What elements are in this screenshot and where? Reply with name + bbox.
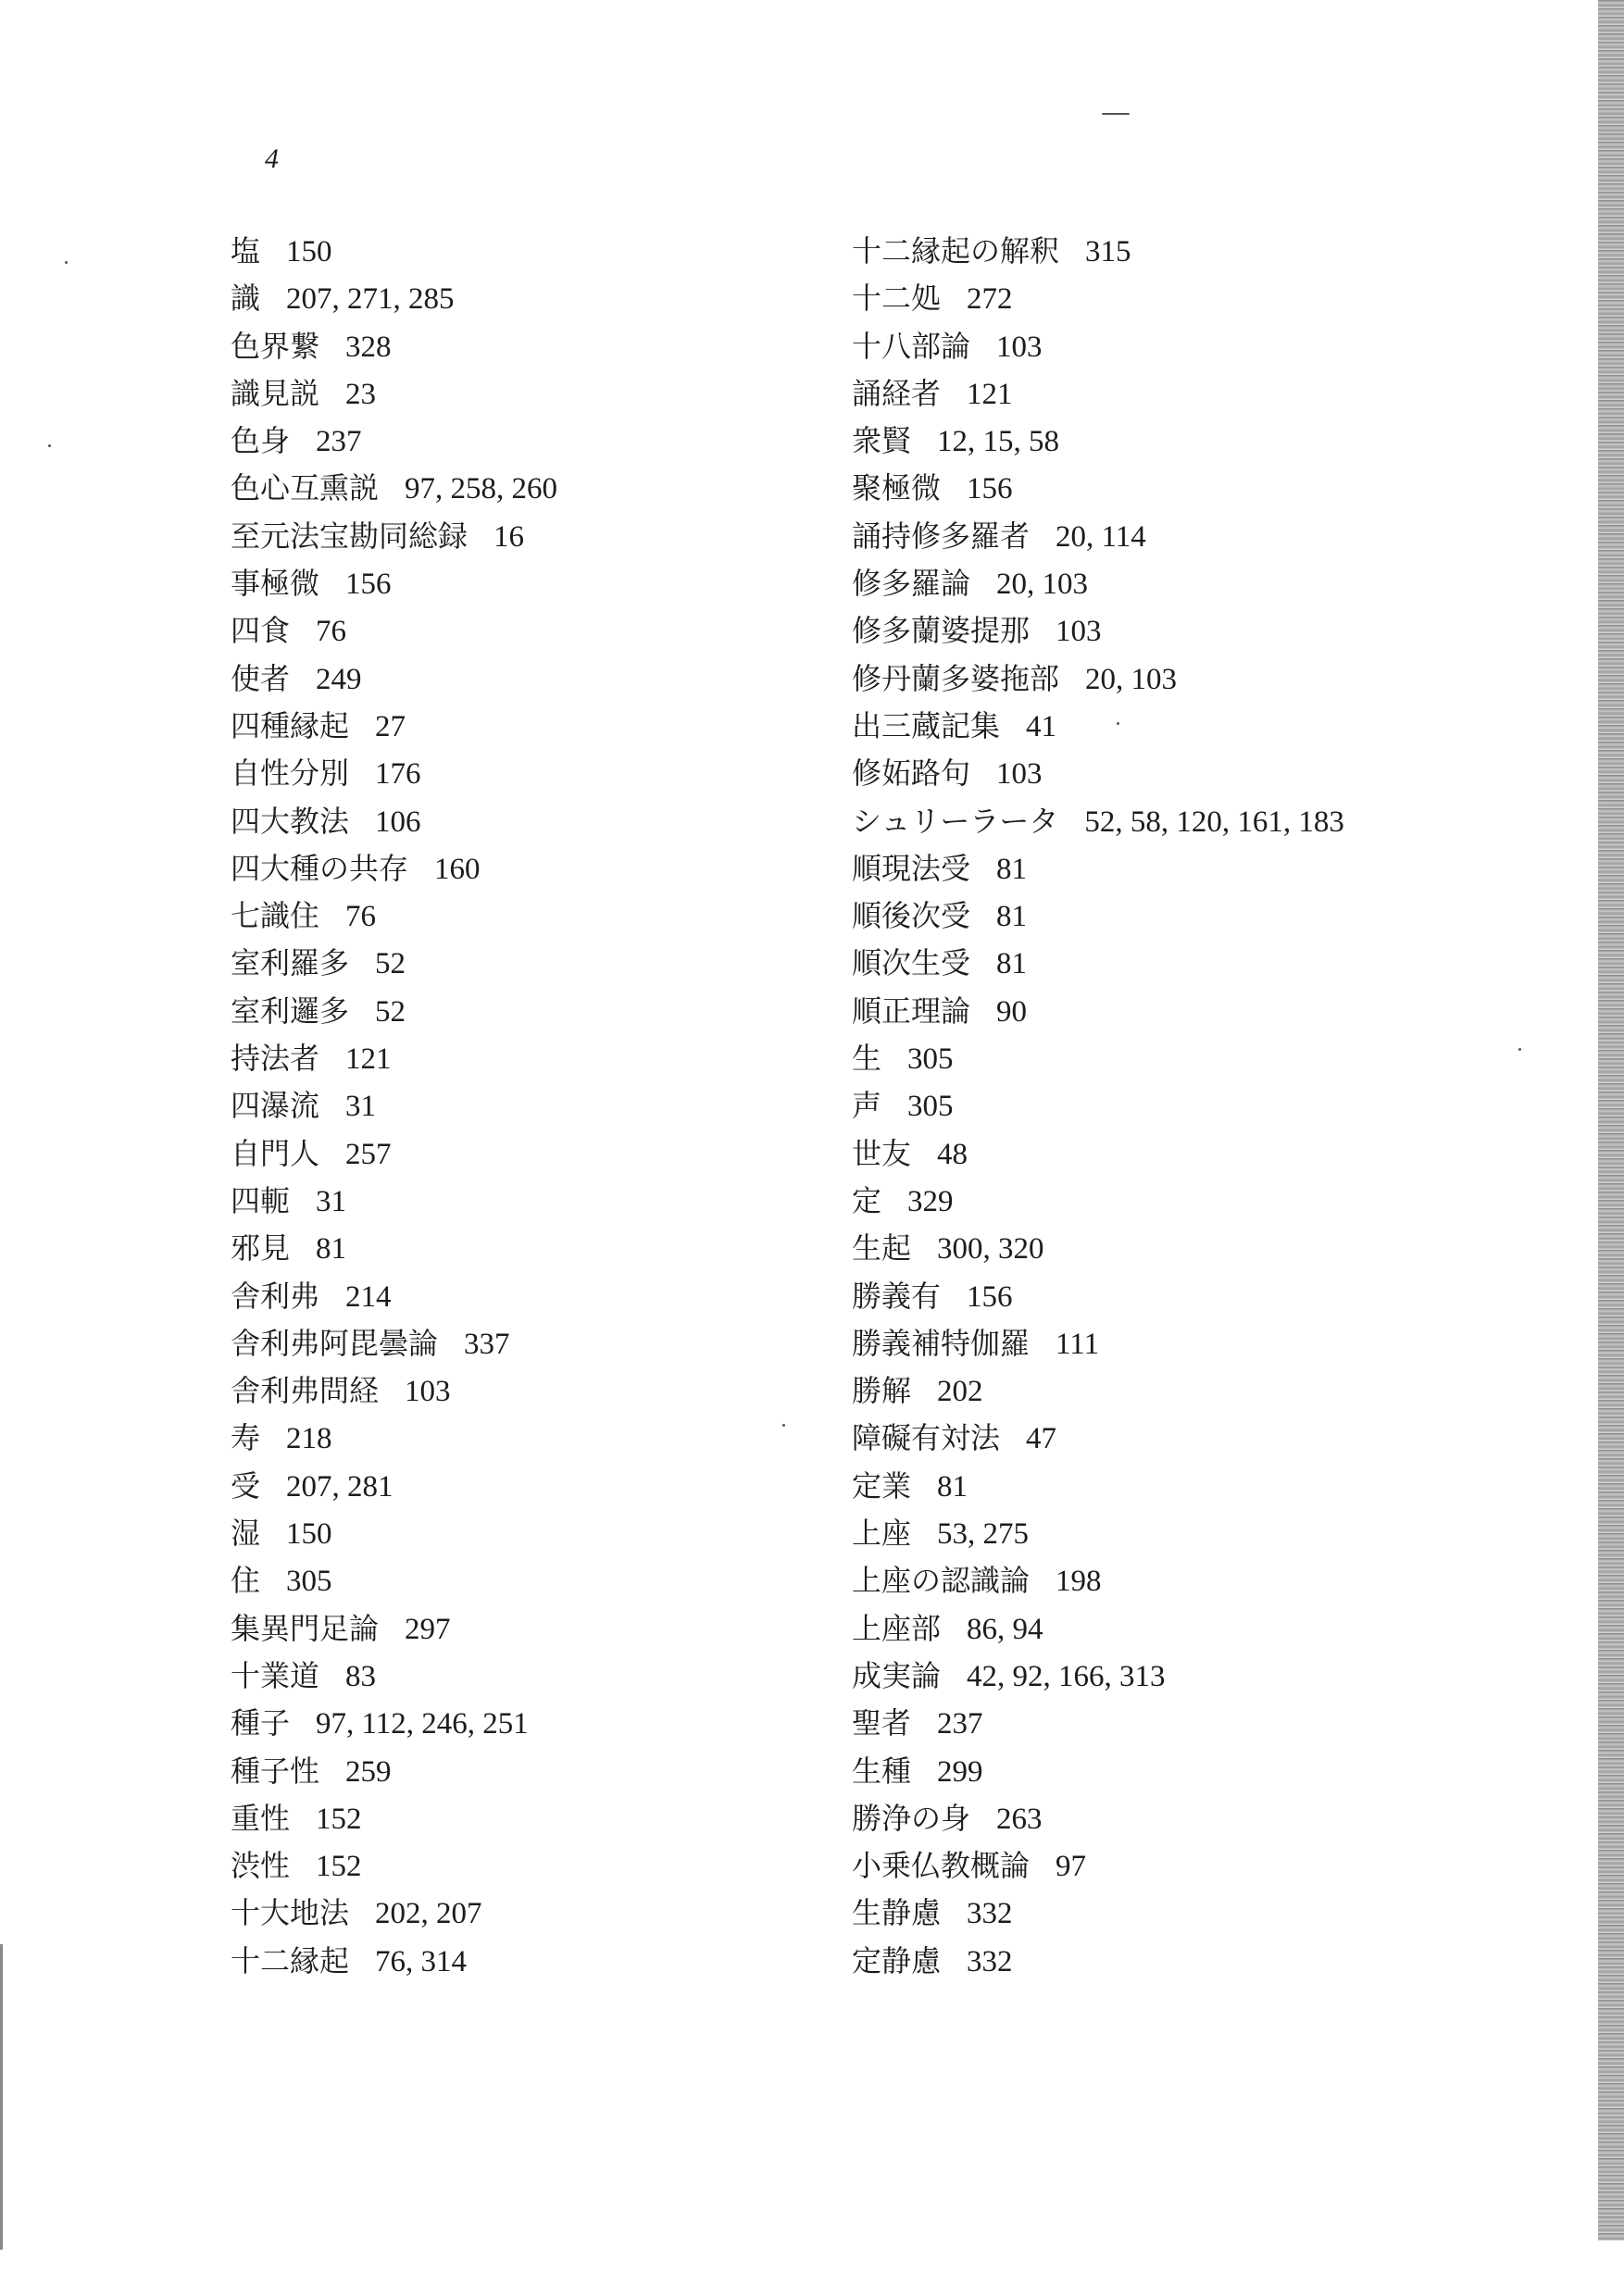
index-entry: [852, 370, 1444, 418]
index-term: 四瀑流: [231, 1088, 320, 1124]
index-pages: 257: [345, 1137, 392, 1171]
index-term: 四食: [231, 613, 291, 649]
index-pages: 20, 114: [1056, 519, 1146, 554]
index-entry: [852, 1178, 1444, 1225]
index-entry: [231, 1367, 823, 1415]
index-entry: [231, 750, 823, 797]
index-term: 障礙有対法: [852, 1420, 1001, 1456]
index-pages: 150: [286, 1517, 332, 1552]
index-pages: 52, 58, 120, 161, 183: [1084, 805, 1344, 839]
index-entry: [852, 750, 1444, 797]
index-term: 世友: [852, 1135, 912, 1171]
index-term: 生起: [852, 1230, 912, 1267]
index-entry: [231, 418, 823, 465]
index-pages: 156: [345, 568, 392, 602]
index-pages: 81: [937, 1469, 968, 1504]
index-entry: [852, 465, 1444, 512]
index-pages: 76: [345, 900, 377, 934]
index-term: 上座部: [852, 1610, 942, 1646]
index-entry: [231, 560, 823, 607]
index-pages: 305: [907, 1090, 954, 1124]
index-pages: 152: [316, 1802, 362, 1836]
scan-speck: [1102, 113, 1130, 115]
index-entry: [231, 703, 823, 750]
index-pages: 81: [316, 1232, 347, 1267]
index-term: 順次生受: [852, 945, 971, 981]
index-pages: 81: [996, 852, 1028, 886]
index-pages: 152: [316, 1850, 362, 1884]
index-term: 定業: [852, 1467, 912, 1504]
index-term: 十二処: [852, 281, 942, 317]
index-entry: [852, 1320, 1444, 1367]
index-pages: 83: [345, 1659, 377, 1693]
index-pages: 237: [937, 1707, 983, 1741]
index-entry: [231, 513, 823, 560]
index-term: 色身: [231, 423, 291, 459]
index-pages: 156: [967, 1279, 1013, 1314]
index-term: 勝義補特伽羅: [852, 1325, 1031, 1361]
index-pages: 31: [316, 1184, 347, 1218]
index-term: 集異門足論: [231, 1610, 380, 1646]
index-pages: 103: [405, 1375, 451, 1409]
index-entry: [231, 370, 823, 418]
index-entry: [852, 275, 1444, 322]
index-term: 色心互熏説: [231, 470, 380, 506]
index-entry: [852, 940, 1444, 987]
index-pages: 160: [434, 852, 481, 886]
index-pages: 329: [907, 1184, 954, 1218]
index-entry: [231, 1130, 823, 1178]
index-term: 自性分別: [231, 755, 350, 792]
index-pages: 48: [937, 1137, 968, 1171]
scan-speck: [1518, 1048, 1521, 1051]
index-entry: [231, 465, 823, 512]
index-pages: 23: [345, 377, 377, 411]
index-pages: 202: [937, 1375, 983, 1409]
index-pages: 42, 92, 166, 313: [967, 1659, 1166, 1693]
index-entry: [231, 845, 823, 892]
index-entry: [231, 1938, 823, 1985]
index-pages: 198: [1056, 1565, 1102, 1599]
index-pages: 97, 258, 260: [405, 472, 558, 506]
index-term: 室利羅多: [231, 945, 350, 981]
index-pages: 150: [286, 235, 332, 268]
index-entry: [231, 988, 823, 1035]
index-term: 舎利弗問経: [231, 1373, 380, 1409]
index-term: 成実論: [852, 1657, 942, 1693]
index-term: 事極微: [231, 566, 320, 602]
index-column-left: [231, 228, 823, 1985]
index-pages: 103: [996, 757, 1043, 792]
index-pages: 97: [1056, 1850, 1087, 1884]
index-pages: 52: [375, 947, 406, 981]
index-term: 定静慮: [852, 1942, 942, 1978]
index-entry: [231, 323, 823, 370]
scan-edge-shadow: [1598, 0, 1624, 2240]
index-entry: [852, 1605, 1444, 1653]
index-pages: 76, 314: [375, 1944, 468, 1978]
scan-speck: [48, 444, 51, 447]
index-term: 修多蘭婆提那: [852, 613, 1031, 649]
index-term: 十八部論: [852, 328, 971, 364]
index-term: 寿: [231, 1420, 261, 1456]
index-entry: [852, 228, 1444, 275]
index-pages: 332: [967, 1897, 1013, 1931]
index-term: 住: [231, 1563, 261, 1599]
index-pages: 305: [907, 1042, 954, 1077]
index-entry: [231, 1035, 823, 1082]
index-column-right: [852, 228, 1444, 1985]
index-term: 四大種の共存: [231, 850, 409, 886]
index-term: 聖者: [852, 1705, 912, 1741]
index-entry: [231, 1842, 823, 1890]
index-term: 定: [852, 1182, 882, 1218]
index-term: 生: [852, 1041, 882, 1077]
index-term: 邪見: [231, 1230, 291, 1267]
index-term: 順現法受: [852, 850, 971, 886]
index-term: 勝義有: [852, 1278, 942, 1314]
index-entry: [231, 1273, 823, 1320]
index-entry: [852, 1225, 1444, 1272]
index-entry: [231, 1700, 823, 1747]
index-pages: 81: [996, 900, 1028, 934]
index-pages: 121: [967, 377, 1013, 411]
index-pages: 218: [286, 1422, 332, 1456]
index-entry: [231, 655, 823, 703]
index-pages: 81: [996, 947, 1028, 981]
index-term: 勝解: [852, 1373, 912, 1409]
index-pages: 103: [1056, 615, 1102, 649]
index-term: 種子: [231, 1705, 291, 1741]
index-term: 持法者: [231, 1041, 320, 1077]
scan-edge-left-line: [0, 1944, 3, 2250]
index-pages: 315: [1085, 235, 1131, 268]
index-entry: [231, 1557, 823, 1604]
index-entry: [231, 892, 823, 940]
index-pages: 47: [1026, 1422, 1057, 1456]
index-pages: 86, 94: [967, 1612, 1043, 1646]
index-entry: [852, 1890, 1444, 1937]
index-pages: 328: [345, 330, 392, 364]
index-entry: [852, 1557, 1444, 1604]
index-term: 順正理論: [852, 992, 971, 1029]
index-term: 誦経者: [852, 375, 942, 411]
index-pages: 332: [967, 1944, 1013, 1978]
index-entry: [231, 1082, 823, 1129]
index-term: 七識住: [231, 898, 320, 934]
index-entry: [231, 607, 823, 655]
index-term: 十業道: [231, 1657, 320, 1693]
index-entry: [852, 1842, 1444, 1890]
index-entry: [852, 607, 1444, 655]
index-entry: [852, 655, 1444, 703]
index-pages: 90: [996, 994, 1028, 1029]
index-term: 渋性: [231, 1848, 291, 1884]
index-entry: [852, 1130, 1444, 1178]
index-entry: [231, 275, 823, 322]
index-entry: [852, 1082, 1444, 1129]
index-pages: 207, 271, 285: [286, 282, 455, 317]
index-entry: [231, 798, 823, 845]
index-term: 塩: [231, 233, 261, 268]
index-entry: [852, 1463, 1444, 1510]
index-term: 上座の認識論: [852, 1563, 1031, 1599]
scan-speck: [65, 261, 68, 264]
index-entry: [852, 1367, 1444, 1415]
index-term: 種子性: [231, 1753, 320, 1789]
index-pages: 16: [493, 519, 525, 554]
index-term: 室利邏多: [231, 992, 350, 1029]
index-term: 十二縁起の解釈: [852, 233, 1060, 268]
index-term: 出三蔵記集: [852, 707, 1001, 743]
index-entry: [231, 1178, 823, 1225]
index-term: 自門人: [231, 1135, 320, 1171]
index-pages: 305: [286, 1565, 332, 1599]
index-pages: 106: [375, 805, 421, 839]
index-entry: [852, 988, 1444, 1035]
index-term: 識: [231, 281, 261, 317]
index-entry: [852, 560, 1444, 607]
index-entry: [852, 1653, 1444, 1700]
index-pages: 41: [1026, 709, 1057, 743]
index-entry: [231, 1795, 823, 1842]
index-entry: [231, 940, 823, 987]
index-entry: [852, 323, 1444, 370]
index-entry: [852, 513, 1444, 560]
index-term: 使者: [231, 660, 291, 696]
index-pages: 214: [345, 1279, 392, 1314]
index-entry: [231, 1653, 823, 1700]
index-entry: [852, 892, 1444, 940]
index-term: 上座: [852, 1516, 912, 1552]
index-term: 至元法宝勘同総録: [231, 518, 468, 554]
index-pages: 76: [316, 615, 347, 649]
index-entry: [852, 1510, 1444, 1557]
index-term: 四軛: [231, 1182, 291, 1218]
index-entry: [231, 1510, 823, 1557]
index-pages: 103: [996, 330, 1043, 364]
index-pages: 53, 275: [937, 1517, 1030, 1552]
index-term: 舎利弗阿毘曇論: [231, 1325, 439, 1361]
index-pages: 20, 103: [996, 568, 1089, 602]
index-entry: [231, 1890, 823, 1937]
index-term: 湿: [231, 1516, 261, 1552]
index-term: 生静慮: [852, 1895, 942, 1931]
page-number: 4: [265, 144, 279, 174]
index-entry: [852, 1700, 1444, 1747]
index-pages: 207, 281: [286, 1469, 394, 1504]
index-term: 識見説: [231, 375, 320, 411]
index-term: 十二縁起: [231, 1942, 350, 1978]
index-entry: [852, 1795, 1444, 1842]
index-pages: 299: [937, 1754, 983, 1789]
index-pages: 97, 112, 246, 251: [316, 1707, 529, 1741]
index-term: 十大地法: [231, 1895, 350, 1931]
index-pages: 27: [375, 709, 406, 743]
index-entry: [231, 1463, 823, 1510]
index-entry: [852, 1035, 1444, 1082]
index-entry: [231, 1320, 823, 1367]
index-entry: [852, 798, 1444, 845]
index-pages: 12, 15, 58: [937, 425, 1060, 459]
index-entry: [231, 228, 823, 275]
index-term: 生種: [852, 1753, 912, 1789]
index-term: 聚極微: [852, 470, 942, 506]
index-entry: [852, 1415, 1444, 1462]
index-pages: 272: [967, 282, 1013, 317]
index-entry: [231, 1748, 823, 1795]
index-entry: [231, 1605, 823, 1653]
index-pages: 176: [375, 757, 421, 792]
index-term: 受: [231, 1467, 261, 1504]
index-pages: 156: [967, 472, 1013, 506]
index-pages: 20, 103: [1085, 662, 1178, 696]
index-term: 勝浄の身: [852, 1800, 971, 1836]
index-term: 修妬路句: [852, 755, 971, 792]
index-pages: 121: [345, 1042, 392, 1077]
index-pages: 52: [375, 994, 406, 1029]
index-pages: 259: [345, 1754, 392, 1789]
index-term: 誦持修多羅者: [852, 518, 1031, 554]
index-entry: [852, 845, 1444, 892]
index-term: 四種縁起: [231, 707, 350, 743]
index-term: 修丹蘭多婆拖部: [852, 660, 1060, 696]
index-term: 小乗仏教概論: [852, 1848, 1031, 1884]
index-entry: [231, 1225, 823, 1272]
index-entry: [852, 703, 1444, 750]
index-entry: [852, 418, 1444, 465]
index-term: 衆賢: [852, 423, 912, 459]
index-term: 順後次受: [852, 898, 971, 934]
index-pages: 337: [464, 1327, 510, 1361]
index-entry: [231, 1415, 823, 1462]
index-pages: 300, 320: [937, 1232, 1044, 1267]
index-term: 四大教法: [231, 803, 350, 839]
index-pages: 111: [1056, 1327, 1100, 1361]
index-pages: 31: [345, 1090, 377, 1124]
index-entry: [852, 1938, 1444, 1985]
index-term: 修多羅論: [852, 566, 971, 602]
index-pages: 249: [316, 662, 362, 696]
index-pages: 263: [996, 1802, 1043, 1836]
index-entry: [852, 1748, 1444, 1795]
index-pages: 202, 207: [375, 1897, 482, 1931]
index-term: 声: [852, 1088, 882, 1124]
index-pages: 297: [405, 1612, 451, 1646]
index-term: 色界繋: [231, 328, 320, 364]
index-pages: 237: [316, 425, 362, 459]
index-entry: [852, 1273, 1444, 1320]
index-term: 舎利弗: [231, 1278, 320, 1314]
index-term: 重性: [231, 1800, 291, 1836]
index-term: シュリーラータ: [852, 803, 1059, 839]
